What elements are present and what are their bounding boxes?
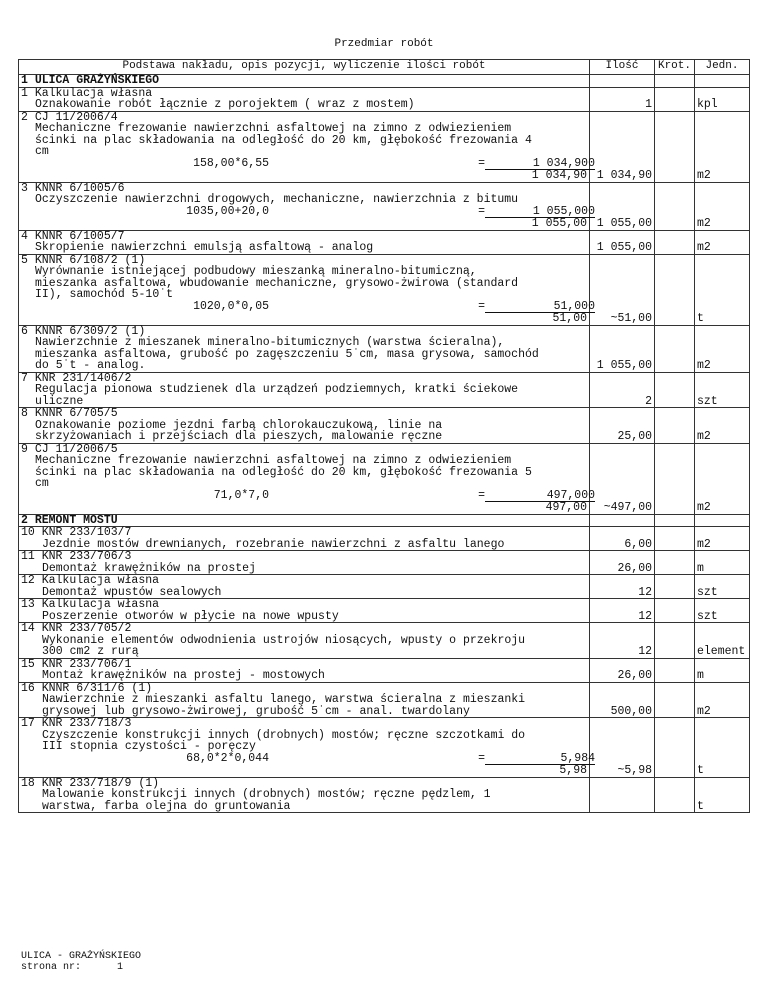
table-row: [19, 599, 750, 623]
item-description-cell: [19, 325, 590, 372]
calc-result: 1 055,000: [485, 206, 595, 219]
item-description: Demontaż krawężników na prostej: [42, 561, 256, 575]
item-code: Kalkulacja własna: [34, 86, 153, 100]
footer-page-number: 1: [117, 962, 124, 973]
item-number: 10: [21, 526, 35, 539]
section-cell: [19, 514, 590, 527]
item-multiplier: [655, 658, 695, 682]
calc-equals: =: [478, 156, 485, 170]
calc-total: 51,00: [552, 312, 587, 325]
item-description-cell: [19, 777, 590, 813]
item-description-cell: [19, 682, 590, 718]
item-multiplier: [655, 575, 695, 599]
calculation-line: [21, 156, 595, 171]
item-unit: szt: [695, 372, 750, 408]
calc-total: 497,00: [545, 501, 587, 514]
calc-expression: 1020,0*0,05: [193, 299, 269, 313]
item-description-cell: [19, 575, 590, 599]
document-title: Przedmiar robót: [334, 38, 434, 50]
calc-expression: 71,0*7,0: [213, 488, 269, 502]
item-quantity: 1 055,00: [590, 325, 655, 372]
item-code: KNNR 6/1005/7: [34, 229, 125, 243]
item-multiplier: [655, 182, 695, 230]
empty-cell: [590, 514, 655, 527]
item-code: KNNR 6/705/5: [34, 407, 118, 420]
item-quantity: 500,00: [590, 682, 655, 718]
item-code: KNR 233/705/2: [41, 622, 132, 635]
table-row: [19, 658, 750, 682]
calculation-line: [21, 488, 595, 503]
empty-cell: [655, 514, 695, 527]
table-row: [19, 718, 750, 778]
item-code: KNR 233/718/3: [41, 717, 132, 730]
table-row: [19, 87, 750, 111]
calc-expression: 158,00*6,55: [193, 156, 269, 170]
calc-result: 51,000: [485, 301, 595, 314]
item-description-cell: [19, 527, 590, 551]
calc-result: 5,984: [485, 753, 595, 766]
table-row: [19, 254, 750, 325]
item-quantity: ~497,00: [590, 443, 655, 514]
item-unit: m: [695, 658, 750, 682]
item-description: Nawierzchnie z mieszanek mineralno-bitumicznych (warstwa ścieralna), mieszanka asfaltowa, grubość po zagęszczeniu 5˙cm, masa grysowa, samochód do 5˙t - analog.: [35, 336, 539, 372]
table-row: [19, 682, 750, 718]
calculation-line: [21, 299, 595, 314]
item-number: 8: [21, 407, 28, 420]
item-multiplier: [655, 599, 695, 623]
calc-equals: =: [478, 751, 485, 765]
item-multiplier: [655, 443, 695, 514]
item-description-cell: [19, 230, 590, 254]
item-description-cell: [19, 408, 590, 444]
item-multiplier: [655, 372, 695, 408]
item-description-cell: [19, 658, 590, 682]
item-quantity: 26,00: [590, 658, 655, 682]
item-description: Poszerzenie otworów w płycie na nowe wpusty: [42, 609, 339, 623]
item-unit: m2: [695, 111, 750, 182]
calc-equals: =: [478, 204, 485, 218]
item-number: 14: [21, 622, 35, 635]
section-number: 1: [21, 74, 28, 87]
item-multiplier: [655, 682, 695, 718]
item-quantity: 1 034,90: [590, 111, 655, 182]
calc-result: 1 034,900: [485, 158, 595, 171]
item-quantity: 12: [590, 599, 655, 623]
item-unit: m2: [695, 408, 750, 444]
item-code: KNNR 6/1005/6: [34, 181, 125, 195]
item-description: Malowanie konstrukcji innych (drobnych) mostów; ręczne pędzlem, 1 warstwa, farba olejna do gruntowania: [42, 788, 491, 813]
item-multiplier: [655, 527, 695, 551]
page-footer: [21, 951, 141, 973]
item-number: 3: [21, 181, 28, 195]
item-number: 18: [21, 776, 35, 790]
item-description: Regulacja pionowa studzienek dla urządzeń podziemnych, kratki ściekowe uliczne: [35, 383, 519, 408]
item-description-cell: [19, 717, 595, 778]
item-code: KNNR 6/311/6 (1): [41, 681, 153, 695]
calc-total: 5,98: [559, 764, 587, 777]
item-unit: m: [695, 551, 750, 575]
item-code: KNR 233/706/3: [41, 550, 132, 563]
item-quantity: 1: [590, 87, 655, 111]
section-name: ULICA GRAŻYŃSKIEGO: [34, 74, 160, 87]
item-description-cell: [19, 87, 590, 111]
item-number: 1: [21, 86, 28, 100]
table-row: [19, 182, 750, 230]
item-multiplier: [655, 254, 695, 325]
item-quantity: [590, 777, 655, 813]
item-number: 9: [21, 442, 28, 456]
item-code: KNR 233/103/7: [41, 526, 132, 539]
table-row: [19, 230, 750, 254]
item-number: 6: [21, 324, 28, 338]
item-description: Montaż krawężników na prostej - mostowych: [42, 669, 325, 682]
empty-cell: [695, 514, 750, 527]
item-quantity: 12: [590, 575, 655, 599]
table-row: [19, 325, 750, 372]
item-description: Demontaż wpustów sealowych: [42, 585, 222, 599]
item-multiplier: [655, 87, 695, 111]
header-quantity: Ilość: [590, 60, 655, 75]
item-unit: m2: [695, 443, 750, 514]
item-code: KNR 233/706/1: [41, 657, 132, 671]
table-body: [19, 75, 750, 813]
item-description-cell: [19, 623, 590, 659]
bill-of-quantities-table: [18, 59, 750, 813]
item-multiplier: [655, 718, 695, 778]
item-description-cell: [19, 110, 595, 182]
item-number: 7: [21, 371, 28, 385]
item-quantity: 12: [590, 623, 655, 659]
item-unit: t: [695, 718, 750, 778]
calc-total: 1 055,00: [531, 217, 587, 230]
item-description: Skropienie nawierzchni emulsją asfaltową - analog: [35, 241, 374, 254]
calc-equals: =: [478, 488, 485, 502]
footer-project: ULICA - GRAŻYŃSKIEGO: [21, 951, 142, 962]
item-description: Jezdnie mostów drewnianych, rozebranie nawierzchni z asfaltu lanego: [42, 537, 505, 551]
item-number: 5: [21, 253, 28, 267]
item-multiplier: [655, 325, 695, 372]
calc-expression: 1035,00+20,0: [186, 204, 269, 218]
item-description-cell: [19, 181, 595, 230]
item-number: 16: [21, 681, 35, 695]
table-row: [19, 408, 750, 444]
item-code: KNNR 6/108/2 (1): [34, 253, 146, 267]
table-row: [19, 111, 750, 182]
item-description: Oznakowanie poziome jezdni farbą chlorokauczukową, linie na skrzyżowaniach i przejściach dla pieszych, malowanie ręczne: [35, 418, 443, 443]
item-description-cell: [19, 442, 595, 514]
item-code: KNR 231/1406/2: [34, 371, 132, 385]
section-row: [19, 75, 750, 88]
calc-total: 1 034,90: [531, 169, 587, 182]
item-number: 15: [21, 657, 35, 671]
item-description-cell: [19, 372, 590, 408]
item-unit: szt: [695, 575, 750, 599]
item-quantity: 25,00: [590, 408, 655, 444]
item-number: 17: [21, 717, 35, 730]
calc-equals: =: [478, 299, 485, 313]
item-unit: m2: [695, 182, 750, 230]
item-unit: kpl: [695, 87, 750, 111]
item-number: 2: [21, 110, 28, 124]
item-quantity: 6,00: [590, 527, 655, 551]
section-number: 2: [21, 513, 28, 527]
item-multiplier: [655, 111, 695, 182]
item-multiplier: [655, 623, 695, 659]
item-number: 4: [21, 229, 28, 243]
item-quantity: ~51,00: [590, 254, 655, 325]
table-row: [19, 575, 750, 599]
table-row: [19, 551, 750, 575]
item-description: Wykonanie elementów odwodnienia ustrojów niosących, wpusty o przekroju 300 cm2 z rurą: [42, 633, 526, 658]
item-description-cell: [19, 599, 590, 623]
item-code: CJ 11/2006/4: [34, 110, 118, 124]
item-quantity: 2: [590, 372, 655, 408]
section-name: REMONT MOSTU: [34, 513, 118, 527]
header-unit: Jedn.: [695, 60, 750, 75]
table-row: [19, 527, 750, 551]
footer-page-label: strona nr:: [21, 962, 82, 973]
item-quantity: 1 055,00: [590, 230, 655, 254]
item-unit: t: [695, 777, 750, 813]
item-description-cell: [19, 551, 590, 575]
table-row: [19, 777, 750, 813]
item-unit: m2: [695, 325, 750, 372]
header-multiplier: Krot.: [655, 60, 695, 75]
item-number: 11: [21, 550, 35, 563]
item-code: KNR 233/718/9 (1): [41, 776, 160, 790]
item-quantity: ~5,98: [590, 718, 655, 778]
item-code: KNNR 6/309/2 (1): [34, 324, 146, 338]
calc-expression: 68,0*2*0,044: [186, 751, 269, 765]
calculation-line: [21, 204, 595, 219]
item-multiplier: [655, 551, 695, 575]
item-unit: t: [695, 254, 750, 325]
item-description: Nawierzchnie z mieszanki asfaltu lanego, warstwa ścieralna z mieszanki grysowej lub grysowo-żwirowej, grubość 5˙cm - anal. twardolany: [42, 693, 526, 718]
table-header-row: [19, 60, 750, 75]
table-row: [19, 443, 750, 514]
item-multiplier: [655, 777, 695, 813]
item-description-cell: [19, 253, 595, 325]
empty-cell: [695, 75, 750, 88]
item-number: 13: [21, 598, 35, 611]
item-code: Kalkulacja własna: [41, 598, 160, 611]
item-description: Mechaniczne frezowanie nawierzchni asfaltowej na zimno z odwiezieniem ścinki na plac składowania na odległość do 20 km, głębokość frezowania 4 cm: [35, 122, 532, 158]
item-code: CJ 11/2006/5: [34, 442, 118, 456]
item-description: Mechaniczne frezowanie nawierzchni asfaltowej na zimno z odwiezieniem ścinki na plac składowania na odległość do 20 km, głębokość frezowania 5 cm: [35, 454, 532, 490]
item-unit: m2: [695, 230, 750, 254]
table-row: [19, 623, 750, 659]
item-quantity: 26,00: [590, 551, 655, 575]
item-unit: m2: [695, 682, 750, 718]
table-row: [19, 372, 750, 408]
item-unit: m2: [695, 527, 750, 551]
empty-cell: [655, 75, 695, 88]
item-unit: element: [695, 623, 750, 659]
item-number: 12: [21, 574, 35, 587]
item-unit: szt: [695, 599, 750, 623]
item-code: Kalkulacja własna: [41, 574, 160, 587]
section-row: [19, 514, 750, 527]
header-description: Podstawa nakładu, opis pozycji, wyliczenie ilości robót: [19, 60, 590, 75]
empty-cell: [590, 75, 655, 88]
item-description: Wyrównanie istniejącej podbudowy mieszanką mineralno-bitumiczną, mieszanka asfaltowa, wbudowanie mechaniczne, grysowo-żwirowa (standard II), samochód 5-10˙t: [35, 265, 519, 301]
item-description: Oznakowanie robót łącznie z porojektem ( wraz z mostem): [35, 98, 415, 111]
item-description: Oczyszczenie nawierzchni drogowych, mechaniczne, nawierzchnia z bitumu: [35, 193, 519, 206]
item-multiplier: [655, 230, 695, 254]
calc-result: 497,000: [485, 490, 595, 503]
section-cell: [19, 75, 590, 88]
calculation-line: [21, 751, 595, 766]
item-multiplier: [655, 408, 695, 444]
item-quantity: 1 055,00: [590, 182, 655, 230]
item-description: Czyszczenie konstrukcji innych (drobnych) mostów; ręczne szczotkami do III stopnia czystości - poręczy: [42, 728, 526, 753]
